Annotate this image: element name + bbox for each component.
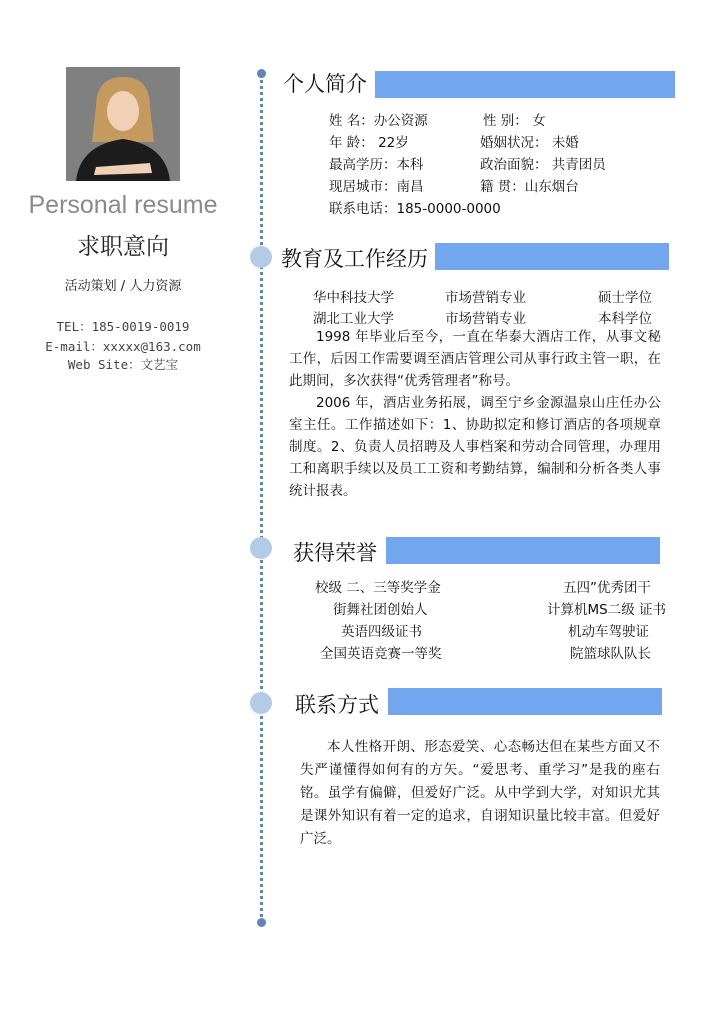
section-title-contact: 联系方式	[295, 693, 379, 717]
honor-left-2: 街舞社团创始人	[333, 602, 428, 618]
timeline-end-dot	[257, 918, 266, 927]
section-title-honors: 获得荣誉	[293, 541, 377, 565]
honor-right-4: 院篮球队队长	[570, 646, 651, 662]
honor-right-3: 机动车驾驶证	[568, 624, 649, 640]
timeline-start-dot	[257, 69, 266, 78]
section-title-experience: 教育及工作经历	[281, 247, 428, 271]
profile-phone: 联系电话：185-0000-0000	[329, 201, 501, 217]
profile-name: 姓 名：办公资源	[329, 113, 428, 129]
experience-paragraph-1: 1998 年毕业后至今，一直在华泰大酒店工作，从事文秘工作，后因工作需要调至酒店管理公司从事行政主管一职，在此期间，多次获得“优秀管理者”称号。	[289, 329, 661, 389]
school-1-degree: 硕士学位	[598, 290, 652, 306]
contact-tel: TEL：185-0019-0019	[56, 319, 190, 334]
honor-left-3: 英语四级证书	[341, 624, 422, 640]
profile-gender: 性 别： 女	[483, 113, 546, 129]
timeline-dot-experience	[250, 246, 272, 268]
section-bar-experience	[435, 243, 669, 270]
timeline-dot-contact	[250, 692, 272, 714]
timeline-dot-honors	[250, 537, 272, 559]
school-2-name: 湖北工业大学	[313, 311, 394, 327]
contact-website[interactable]: Web Site：文艺宝	[67, 357, 179, 372]
person-photo-icon	[66, 67, 180, 181]
experience-description	[289, 326, 661, 502]
school-2-degree: 本科学位	[598, 311, 652, 327]
self-evaluation	[300, 736, 660, 851]
profile-photo	[66, 67, 180, 181]
section-bar-honors	[386, 537, 660, 564]
profile-native: 籍 贯：山东烟台	[480, 179, 579, 195]
school-1-name: 华中科技大学	[313, 290, 394, 306]
section-title-profile: 个人简介	[283, 72, 367, 96]
profile-city: 现居城市：南昌	[329, 179, 424, 195]
experience-paragraph-2: 2006 年，酒店业务拓展，调至宁乡金源温泉山庄任办公室主任。工作描述如下：1、协助拟定和修订酒店的各项规章制度。2、负责人员招聘及人事档案和劳动合同管理，办理用工和离职手续以及员工工资和考勤结算，编制和分析各类人事统计报表。	[289, 395, 661, 499]
honor-left-4: 全国英语竞赛一等奖	[320, 646, 442, 662]
english-title: Personal resume	[28, 191, 218, 219]
honor-right-1: 五四”优秀团干	[563, 580, 651, 596]
profile-education: 最高学历：本科	[329, 157, 424, 173]
contact-email[interactable]: E-mail：xxxxx@163.com	[45, 339, 201, 354]
profile-marital: 婚姻状况： 未婚	[480, 135, 579, 151]
honor-left-1: 校级 二、三等奖学金	[315, 580, 441, 596]
job-intention-title: 求职意向	[77, 234, 169, 260]
school-1-major: 市场营销专业	[445, 290, 526, 306]
self-evaluation-text: 本人性格开朗、形态爱笑、心态畅达但在某些方面又不失严谨懂得如何有的方矢。“爱思考、重学习”是我的座右铭。虽学有偏僻，但爱好广泛。从中学到大学，对知识尤其是课外知识有着一定的追求，自诩知识量比较丰富。但爱好广泛。	[300, 739, 660, 847]
profile-politics: 政治面貌： 共青团员	[480, 157, 606, 173]
section-bar-profile	[375, 71, 675, 98]
honor-right-2: 计算机MS二级 证书	[547, 602, 667, 618]
profile-age: 年 龄： 22岁	[329, 135, 409, 151]
school-2-major: 市场营销专业	[445, 311, 526, 327]
timeline-line	[260, 75, 263, 923]
section-bar-contact	[388, 688, 662, 715]
job-intention-value: 活动策划 / 人力资源	[64, 279, 182, 294]
